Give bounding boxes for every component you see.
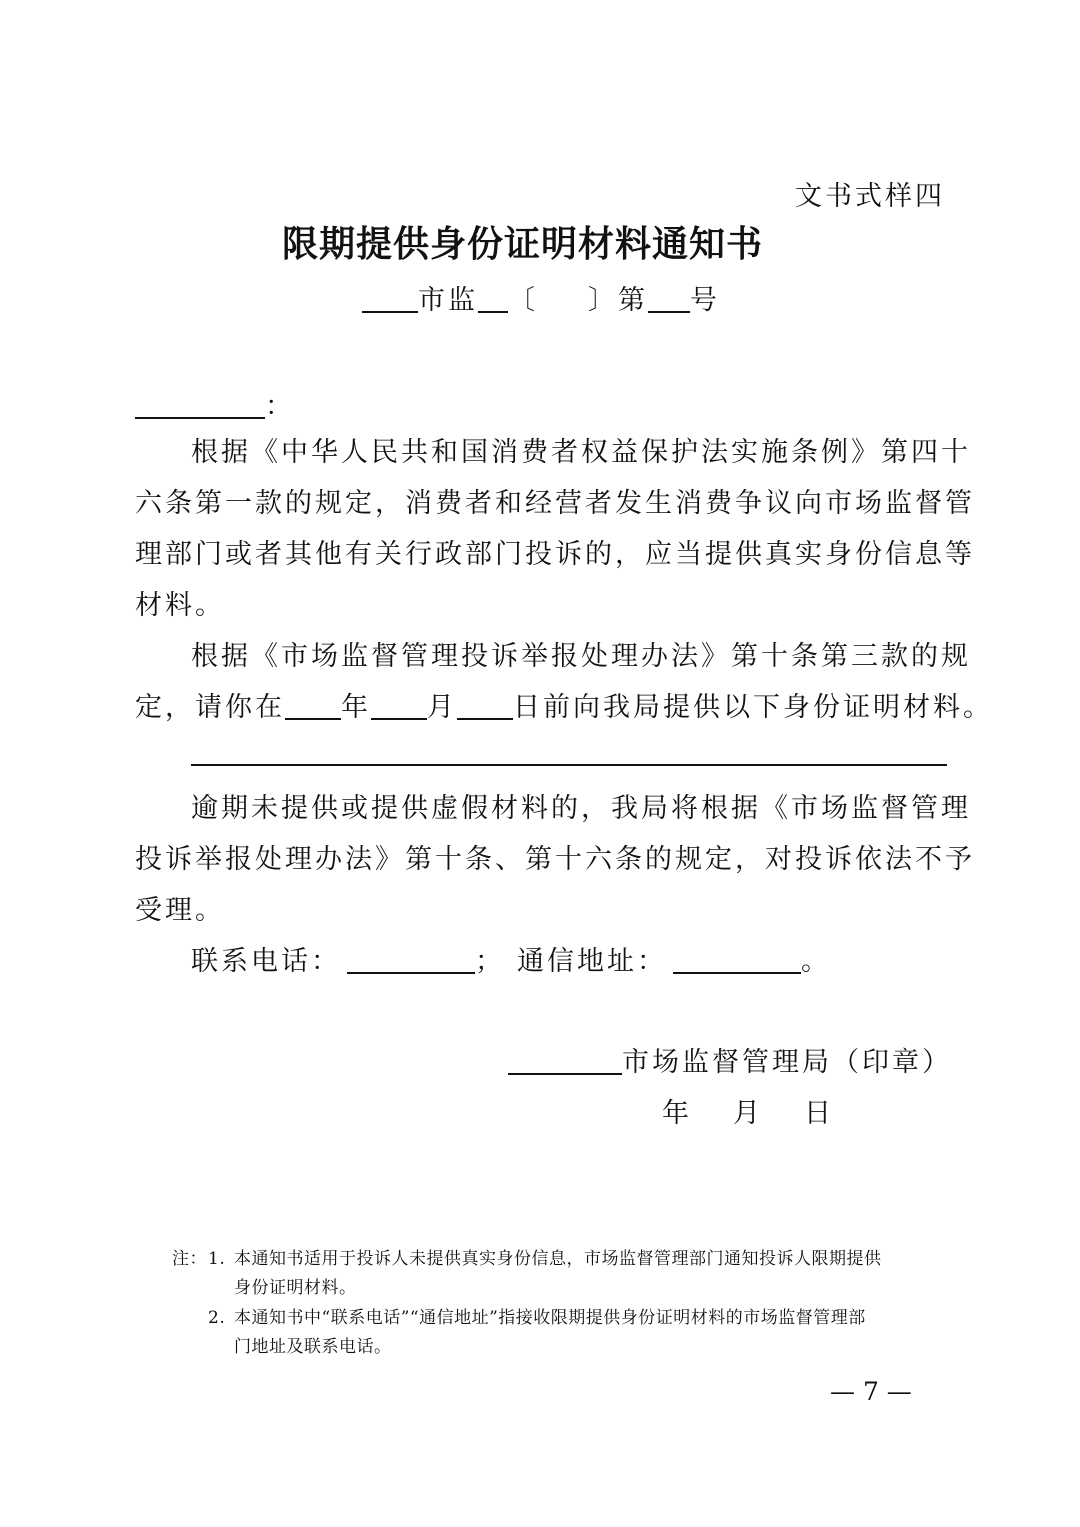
paragraph-3-line-3: 受理。 bbox=[135, 895, 225, 926]
signature-date bbox=[662, 1091, 831, 1130]
addressee-blank[interactable] bbox=[135, 389, 265, 419]
deadline-month-blank[interactable] bbox=[371, 690, 427, 720]
paragraph-1-line-1: 根据《中华人民共和国消费者权益保护法实施条例》第四十 bbox=[191, 437, 971, 468]
note-2-line-1: 本通知书中“联系电话”“通信地址”指接收限期提供身份证明材料的市场监督管理部 bbox=[234, 1308, 866, 1328]
paragraph-3-line-1: 逾期未提供或提供虚假材料的，我局将根据《市场监督管理 bbox=[191, 793, 971, 824]
contact-line bbox=[191, 939, 831, 978]
note-1-line-2: 身份证明材料。 bbox=[234, 1278, 357, 1298]
doc-number-part2: 〔 bbox=[508, 285, 538, 316]
addressee-colon: ： bbox=[265, 391, 292, 422]
paragraph-1-line-2: 六条第一款的规定，消费者和经营者发生消费争议向市场监督管 bbox=[135, 488, 975, 519]
phone-label: 联系电话： bbox=[191, 946, 341, 977]
contact-separator: ； bbox=[475, 946, 505, 977]
page-number: — 7 — bbox=[830, 1377, 912, 1406]
note-2-line-2: 门地址及联系电话。 bbox=[234, 1337, 392, 1357]
signature-bureau bbox=[508, 1040, 952, 1079]
paragraph-2-line-1: 根据《市场监督管理投诉举报处理办法》第十条第三款的规 bbox=[191, 641, 971, 672]
addressee-line bbox=[135, 384, 292, 423]
contact-end: 。 bbox=[801, 946, 831, 977]
deadline-month-label: 月 bbox=[427, 692, 457, 723]
paragraph-1-line-4: 材料。 bbox=[135, 590, 225, 621]
bureau-name-blank[interactable] bbox=[508, 1045, 622, 1075]
deadline-prefix: 定，请你在 bbox=[135, 692, 285, 723]
deadline-year-label: 年 bbox=[341, 692, 371, 723]
paragraph-3-line-2: 投诉举报处理办法》第十条、第十六条的规定，对投诉依法不予 bbox=[135, 844, 975, 875]
address-blank[interactable] bbox=[673, 944, 801, 974]
bureau-label: 市场监督管理局（印章） bbox=[622, 1047, 952, 1078]
signature-year: 年 bbox=[662, 1098, 689, 1129]
materials-blank-line[interactable] bbox=[191, 764, 947, 766]
doc-number-blank-3[interactable] bbox=[648, 283, 690, 313]
note-2-num: 2. bbox=[208, 1308, 226, 1328]
phone-blank[interactable] bbox=[347, 944, 475, 974]
note-1-line-1: 本通知书适用于投诉人未提供真实身份信息，市场监督管理部门通知投诉人限期提供 bbox=[234, 1249, 882, 1269]
doc-number bbox=[362, 278, 720, 317]
doc-number-part4: 号 bbox=[690, 285, 720, 316]
doc-number-blank-1[interactable] bbox=[362, 283, 418, 313]
doc-number-blank-2[interactable] bbox=[478, 283, 508, 313]
note-1-num: 1. bbox=[208, 1249, 226, 1269]
paragraph-1-line-3: 理部门或者其他有关行政部门投诉的，应当提供真实身份信息等 bbox=[135, 539, 975, 570]
signature-month: 月 bbox=[733, 1098, 760, 1129]
deadline-day-blank[interactable] bbox=[457, 690, 513, 720]
signature-day: 日 bbox=[804, 1098, 831, 1129]
address-label: 通信地址： bbox=[517, 946, 667, 977]
deadline-year-blank[interactable] bbox=[285, 690, 341, 720]
sample-label: 文书式样四 bbox=[795, 181, 945, 212]
doc-number-part3: 〕第 bbox=[588, 285, 648, 316]
page-title: 限期提供身份证明材料通知书 bbox=[282, 223, 764, 265]
notes-prefix: 注： bbox=[172, 1249, 207, 1269]
deadline-suffix: 日前向我局提供以下身份证明材料。 bbox=[513, 692, 993, 723]
paragraph-2-line-2 bbox=[135, 685, 993, 724]
doc-number-part1: 市监 bbox=[418, 285, 478, 316]
